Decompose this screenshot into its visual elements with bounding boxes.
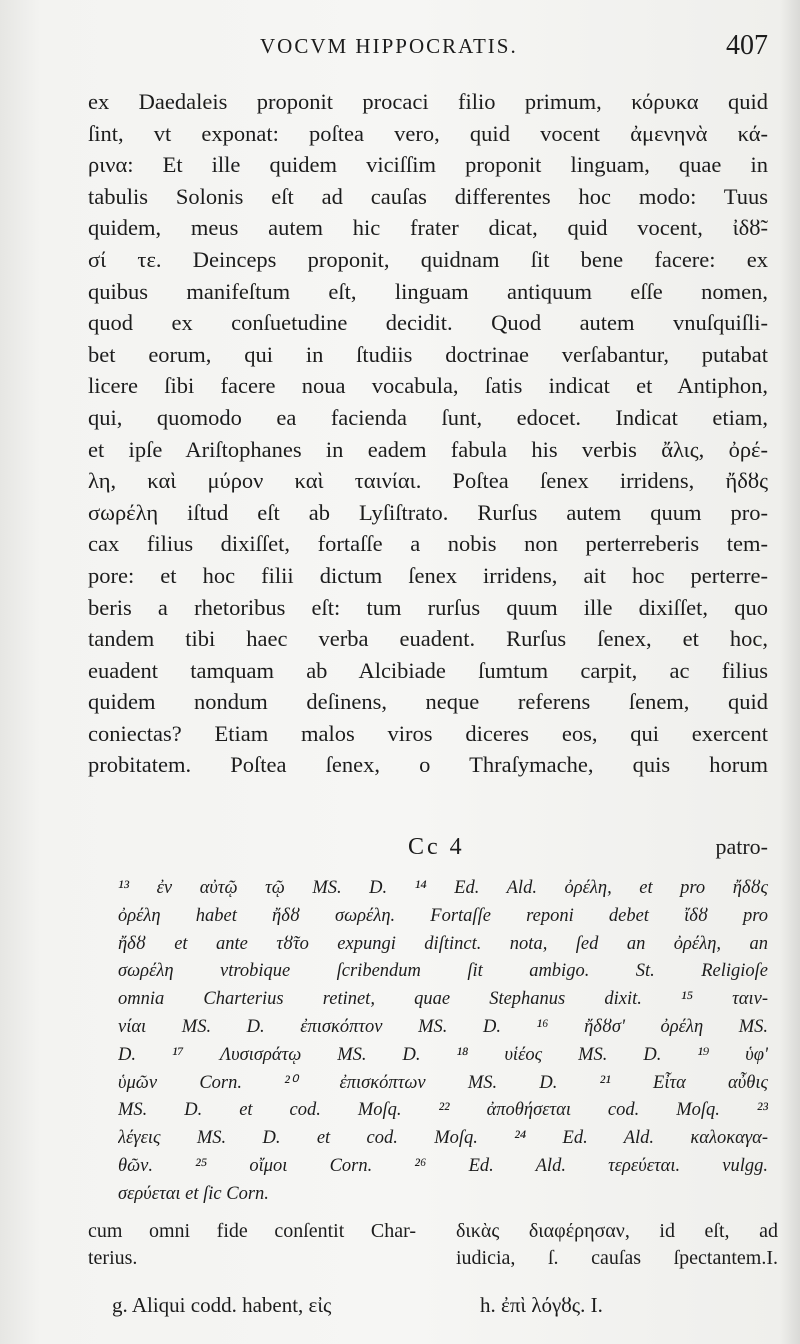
footnote-line: σωρέλη vtrobique ſcribendum ſit ambigo. St. Religioſe [118, 961, 768, 982]
text-line: cax filius dixiſſet, fortaſſe a nobis non perterreberis tem- [88, 531, 768, 557]
footnote-line: ¹³ ἐν αὐτῷ τῷ MS. D. ¹⁴ Ed. Ald. ὀρέλη, et pro ἤδȣς [118, 878, 768, 898]
text-line: ſint, vt exponat: poſtea vero, quid vocent ἀμενηνὰ κά- [88, 120, 768, 146]
text-line: quod ex conſuetudine decidit. Quod autem vnuſquiſli- [88, 310, 768, 336]
footnote-line: ὑμῶν Corn. ²⁰ ἐπισκόπτων MS. D. ²¹ Εἶτα αὖθις [118, 1072, 768, 1093]
text-line: beris a rhetoribus eſt: tum rurſus quum ille dixiſſet, quo [88, 594, 768, 620]
text-line: bet eorum, qui in ſtudiis doctrinae verſabantur, putabat [88, 341, 768, 367]
marginal-left-line: cum omni fide conſentit Char- [88, 1220, 416, 1242]
footnote-line: θῶν. ²⁵ οἴμοι Corn. ²⁶ Ed. Ald. τερεύεται. vulgg. [118, 1155, 768, 1176]
marginal-right-line: δικὰς διαφέρησαν, id eſt, ad [456, 1220, 778, 1242]
footnote-line: σερύεται et ſic Corn. [118, 1183, 269, 1204]
text-line: euadent tamquam ab Alcibiade ſumtum carpit, ac filius [88, 657, 768, 683]
footnote-line: ἤδȣ et ante τȣ̃το expungi diſtinct. nota, ſed an ὀρέλη, an [118, 933, 768, 954]
marginal-right-column [456, 1218, 778, 1320]
marginal-left-note: g. Aliqui codd. habent, εἰς [112, 1293, 332, 1317]
marginal-left-column [88, 1218, 416, 1320]
catchword: patro- [715, 834, 768, 859]
text-line: pore: et hoc filii dictum ſenex irridens, ait hoc perterre- [88, 562, 768, 588]
text-line: quibus manifeſtum eſt, linguam antiquum eſſe nomen, [88, 278, 768, 304]
main-text-block [88, 86, 768, 781]
text-line: tandem tibi haec verba euadent. Rurſus ſenex, et hoc, [88, 626, 768, 652]
marginal-right-note: h. ἐπὶ λόγȣς. I. [480, 1293, 603, 1317]
text-line: tabulis Solonis eſt ad cauſas differentes hoc modo: Tuus [88, 183, 768, 209]
footnotes-block [118, 875, 768, 1209]
text-line: coniectas? Etiam malos viros diceres eos, qui exercent [88, 720, 768, 746]
text-line: probitatem. Poſtea ſenex, o Thraſymache, quis horum [88, 752, 768, 778]
text-line: et ipſe Ariſtophanes in eadem fabula his verbis ἄλις, ὀρέ- [88, 436, 768, 462]
marginal-left-line: terius. [88, 1247, 138, 1269]
text-line: ex Daedaleis proponit procaci filio primum, κόρυκα quid [88, 89, 768, 114]
footnote-line: D. ¹⁷ Λυσισράτῳ MS. D. ¹⁸ υἱέος MS. D. ¹⁹ ὑφ' [118, 1044, 768, 1065]
footnote-line: MS. D. et cod. Moſq. ²² ἀποθήσεται cod. Moſq. ²³ [118, 1100, 768, 1121]
signature-line [88, 834, 768, 866]
text-line: quidem, meus autem hic frater dicat, quid vocent, ἰδȣ̃- [88, 215, 768, 241]
text-line: quidem nondum deſinens, neque referens ſenem, quid [88, 689, 768, 715]
marginal-notes [88, 1218, 778, 1328]
text-line: λη, καὶ μύρον καὶ ταινίαι. Poſtea ſenex irridens, ἤδȣς [88, 468, 768, 494]
text-line: σί τε. Deinceps proponit, quidnam ſit bene facere: ex [88, 246, 768, 272]
text-line: licere ſibi facere noua vocabula, ſatis indicat et Antiphon, [88, 373, 768, 399]
footnote-line: λέγεις MS. D. et cod. Moſq. ²⁴ Ed. Ald. καλοκαγα- [118, 1128, 768, 1149]
footnote-line: ὀρέλη habet ἤδȣ σωρέλη. Fortaſſe reponi debet ἴδȣ pro [118, 905, 768, 926]
text-line: ρινα: Et ille quidem viciſſim proponit linguam, quae in [88, 152, 768, 178]
footnote-line: νίαι MS. D. ἐπισκόπτον MS. D. ¹⁶ ἤδȣσ' ὀρέλη MS. [118, 1016, 768, 1037]
running-title: VOCVM HIPPOCRATIS. [260, 34, 518, 58]
text-line: σωρέλη iſtud eſt ab Lyſiſtrato. Rurſus autem quum pro- [88, 499, 768, 525]
page-number: 407 [726, 30, 768, 61]
footnote-line: omnia Charterius retinet, quae Stephanus dixit. ¹⁵ ταιν- [118, 989, 768, 1010]
signature-mark: Cc 4 [408, 834, 465, 860]
text-line: qui, quomodo ea facienda ſunt, edocet. Indicat etiam, [88, 404, 768, 430]
marginal-right-line: iudicia, ſ. cauſas ſpectantem.I. [456, 1247, 778, 1269]
page-header [90, 30, 790, 70]
